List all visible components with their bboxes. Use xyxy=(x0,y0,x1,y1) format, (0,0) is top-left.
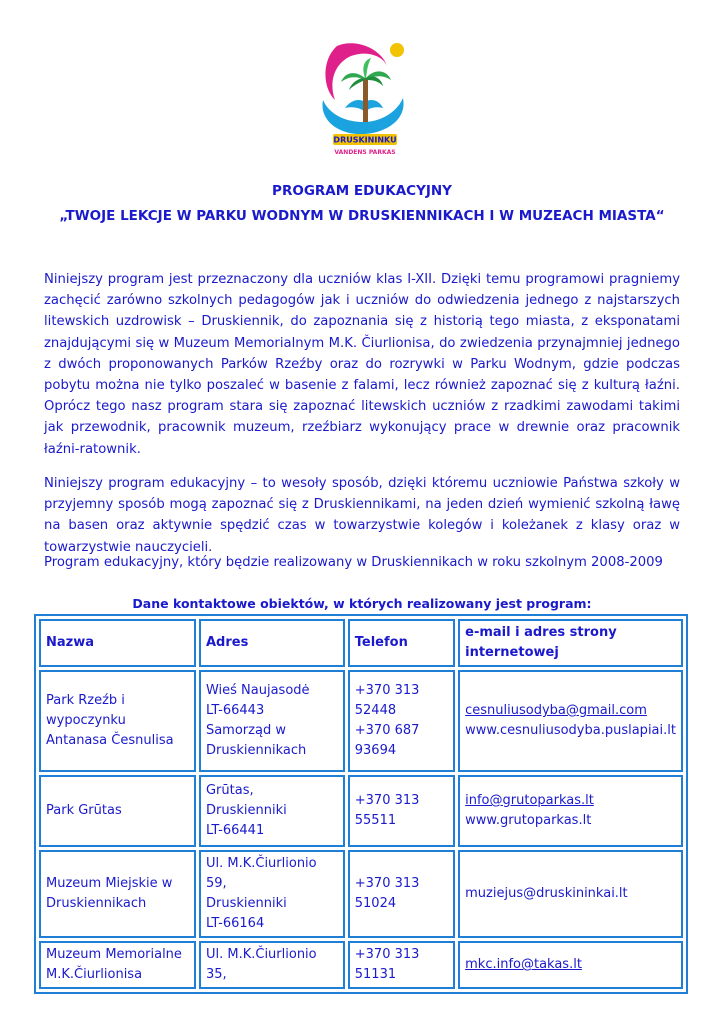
venue-phone: +370 313 55511 xyxy=(348,775,455,847)
venue-contact xyxy=(458,850,683,938)
venue-name: Muzeum Miejskie w Druskiennikach xyxy=(39,850,196,938)
table-row xyxy=(39,941,683,989)
venue-email: muziejus@druskininkai.lt xyxy=(465,886,628,901)
program-title: PROGRAM EDUKACYJNY xyxy=(272,183,452,199)
contacts-table xyxy=(34,614,688,994)
venue-address: Ul. M.K.Čiurlionio 59, Druskienniki LT-66164 xyxy=(199,850,345,938)
venue-name: Park Rzeźb i wypoczynku Antanasa Česnulisa xyxy=(39,670,196,772)
venue-phone: +370 313 52448 +370 687 93694 xyxy=(348,670,455,772)
venue-contact xyxy=(458,670,683,772)
header-email-website: e-mail i adres strony internetowej xyxy=(458,619,683,667)
header-address: Adres xyxy=(199,619,345,667)
venue-website: www.cesnuliusodyba.puslapiai.lt xyxy=(465,723,676,738)
venue-email-link[interactable]: info@grutoparkas.lt xyxy=(465,793,594,808)
venue-address: Grūtas, Druskienniki LT-66441 xyxy=(199,775,345,847)
venue-address: Ul. M.K.Čiurlionio 35, xyxy=(199,941,345,989)
venue-website: www.grutoparkas.lt xyxy=(465,813,592,828)
venue-name: Muzeum Memorialne M.K.Čiurlionisa xyxy=(39,941,196,989)
venue-name: Park Grūtas xyxy=(39,775,196,847)
table-row xyxy=(39,775,683,847)
venue-phone: +370 313 51024 xyxy=(348,850,455,938)
logo-text-bottom: VANDENS PARKAS xyxy=(334,149,396,156)
program-description-paragraph: Niniejszy program edukacyjny – to wesoły sposób, dzięki któremu uczniowie Państwa szkoły w przyjemny sposób mogą zapoznać się z Druskiennikami, na jeden dzień wymienić szkolną ławę na basen oraz aktywnie spędzić czas w towarzystwie kolegów i koleżanek z klasy oraz w towarzystwie nauczycieli. xyxy=(44,476,680,555)
venue-phone: +370 313 51131 xyxy=(348,941,455,989)
venue-contact xyxy=(458,941,683,989)
water-park-logo xyxy=(315,38,415,158)
table-header-row xyxy=(39,619,683,667)
venue-email-link[interactable]: mkc.info@takas.lt xyxy=(465,957,582,972)
table-row xyxy=(39,850,683,938)
venue-email-link[interactable]: cesnuliusodyba@gmail.com xyxy=(465,703,647,718)
contacts-table-caption: Dane kontaktowe obiektów, w których realizowany jest program: xyxy=(132,596,592,611)
program-subtitle: „TWOJE LEKCJE W PARKU WODNYM W DRUSKIENNIKACH I W MUZEACH MIASTA“ xyxy=(59,208,665,224)
header-phone: Telefon xyxy=(348,619,455,667)
program-year-note: Program edukacyjny, który będzie realizowany w Druskiennikach w roku szkolnym 2008-2009 xyxy=(44,555,663,570)
intro-paragraph: Niniejszy program jest przeznaczony dla uczniów klas I-XII. Dzięki temu programowi pragniemy zachęcić zarówno szkolnych pedagogów jak i uczniów do odwiedzenia jednego z najstarszych litewskich uzdrowisk – Druskiennik, do zapoznania się z historią tego miasta, z eksponatami znajdującymi się w Muzeum Memorialnym M.K. Čiurlionisa, do zwiedzenia przynajmniej jednego z dwóch proponowanych Parków Rzeźby oraz do rozrywki w Parku Wodnym, gdzie podczas pobytu można nie tylko poszaleć w basenie z falami, lecz również zapoznać się z kulturą łaźni. Oprócz tego nasz program stara się zapoznać litewskich uczniów z rzadkimi zawodami takimi jak przewodnik, pracownik muzeum, rzeźbiarz wykonujący prace w drewnie oraz pracownik łaźni-ratownik. xyxy=(44,272,680,457)
table-row xyxy=(39,670,683,772)
venue-contact xyxy=(458,775,683,847)
logo-text-top: DRUSKININKU xyxy=(333,135,397,145)
header-name: Nazwa xyxy=(39,619,196,667)
venue-address: Wieś Naujasodė LT-66443 Samorząd w Druskiennikach xyxy=(199,670,345,772)
